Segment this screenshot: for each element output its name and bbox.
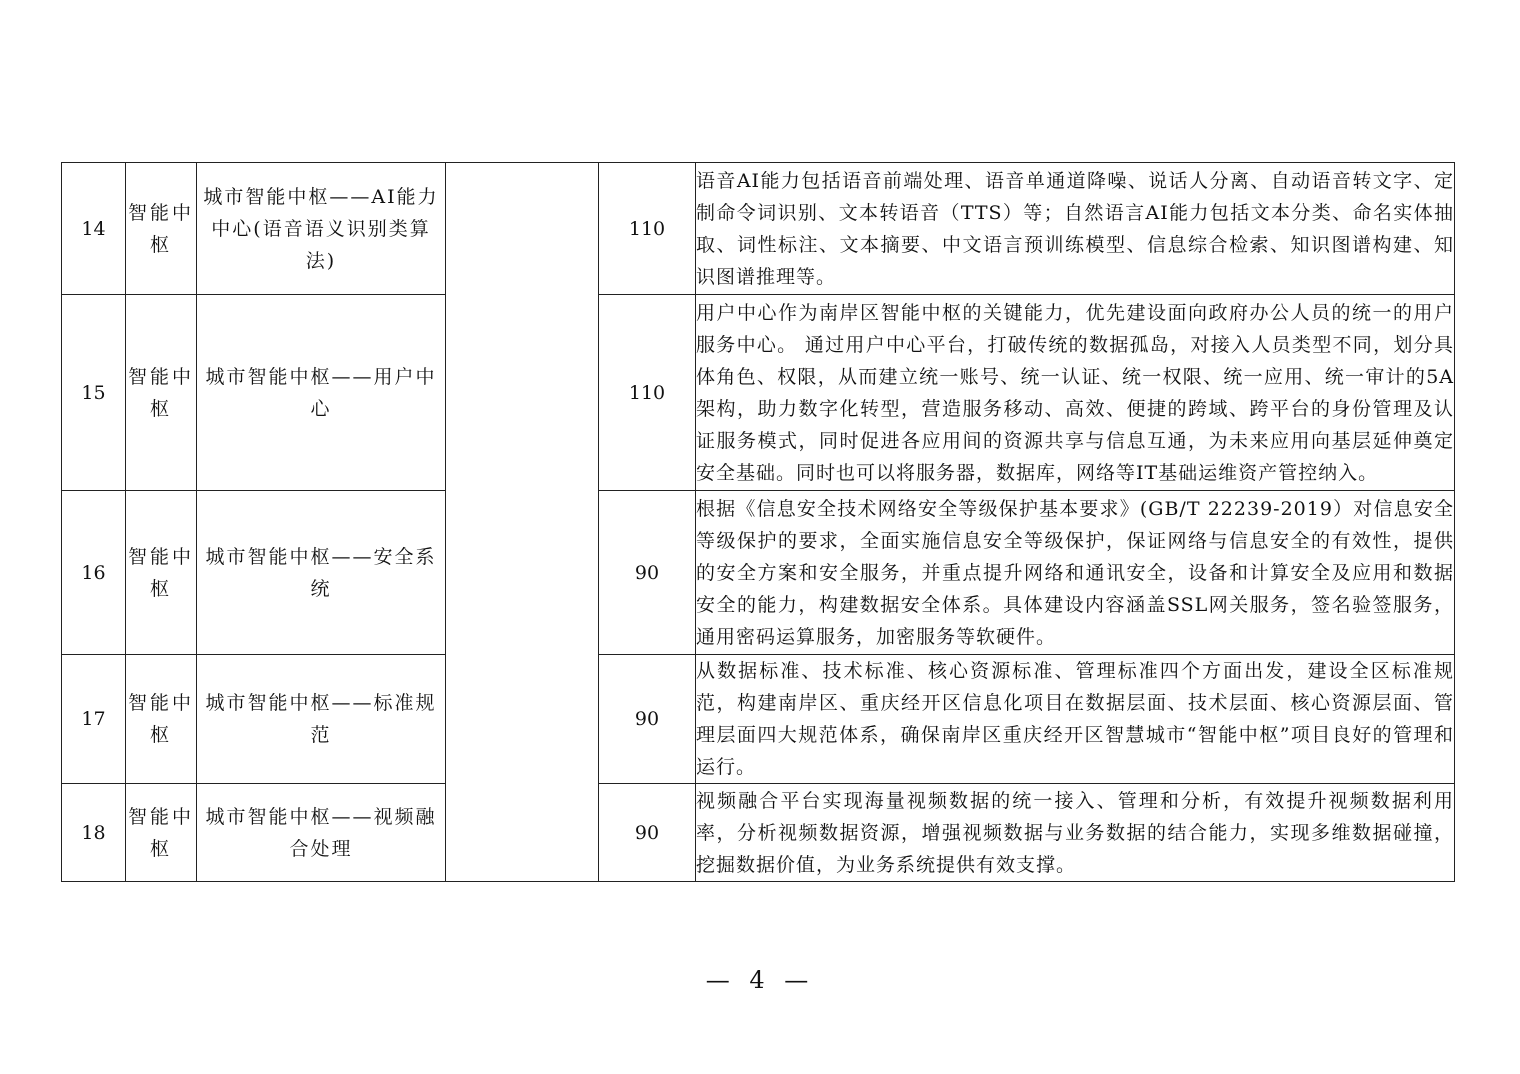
table-row [62,163,1455,295]
row-name: 城市智能中枢——用户中心 [197,295,446,491]
row-amount: 110 [599,295,696,491]
row-description: 用户中心作为南岸区智能中枢的关键能力，优先建设面向政府办公人员的统一的用户服务中心。 通过用户中心平台，打破传统的数据孤岛，对接入人员类型不同，划分具体角色、权限，从而建立统一账号、统一认证、统一权限、统一应用、统一审计的5A架构，助力数字化转型，营造服务移动、高效、便捷的跨域、跨平台的身份管理及认证服务模式，同时促进各应用间的资源共享与信息互通，为未来应用向基层延伸奠定安全基础。同时也可以将服务器，数据库，网络等IT基础运维资产管控纳入。 [696,295,1455,491]
row-number: 16 [62,491,126,655]
row-category: 智能中枢 [126,491,197,655]
row-name: 城市智能中枢——标准规范 [197,655,446,784]
row-name: 城市智能中枢——AI能力中心(语音语义识别类算法) [197,163,446,295]
merged-blank-cell [446,163,599,882]
row-description: 视频融合平台实现海量视频数据的统一接入、管理和分析，有效提升视频数据利用率，分析视频数据资源，增强视频数据与业务数据的结合能力，实现多维数据碰撞，挖掘数据价值，为业务系统提供有效支撑。 [696,784,1455,882]
row-amount: 90 [599,655,696,784]
table-row [62,491,1455,655]
table-row [62,655,1455,784]
page-number: — 4 — [705,966,815,994]
row-amount: 90 [599,491,696,655]
row-description: 语音AI能力包括语音前端处理、语音单通道降噪、说话人分离、自动语音转文字、定制命令词识别、文本转语音（TTS）等；自然语言AI能力包括文本分类、命名实体抽取、词性标注、文本摘要、中文语言预训练模型、信息综合检索、知识图谱构建、知识图谱推理等。 [696,163,1455,295]
row-amount: 90 [599,784,696,882]
row-category: 智能中枢 [126,655,197,784]
row-name: 城市智能中枢——安全系统 [197,491,446,655]
project-table [61,162,1455,882]
row-number: 14 [62,163,126,295]
row-category: 智能中枢 [126,784,197,882]
row-description: 根据《信息安全技术网络安全等级保护基本要求》(GB/T 22239-2019）对信息安全等级保护的要求，全面实施信息安全等级保护，保证网络与信息安全的有效性，提供的安全方案和安全服务，并重点提升网络和通讯安全，设备和计算安全及应用和数据安全的能力，构建数据安全体系。具体建设内容涵盖SSL网关服务，签名验签服务，通用密码运算服务，加密服务等软硬件。 [696,491,1455,655]
row-description: 从数据标准、技术标准、核心资源标准、管理标准四个方面出发，建设全区标准规范，构建南岸区、重庆经开区信息化项目在数据层面、技术层面、核心资源层面、管理层面四大规范体系，确保南岸区重庆经开区智慧城市“智能中枢”项目良好的管理和运行。 [696,655,1455,784]
row-number: 15 [62,295,126,491]
row-amount: 110 [599,163,696,295]
row-number: 18 [62,784,126,882]
row-category: 智能中枢 [126,295,197,491]
table-row [62,295,1455,491]
table-row [62,784,1455,882]
row-name: 城市智能中枢——视频融合处理 [197,784,446,882]
row-category: 智能中枢 [126,163,197,295]
row-number: 17 [62,655,126,784]
